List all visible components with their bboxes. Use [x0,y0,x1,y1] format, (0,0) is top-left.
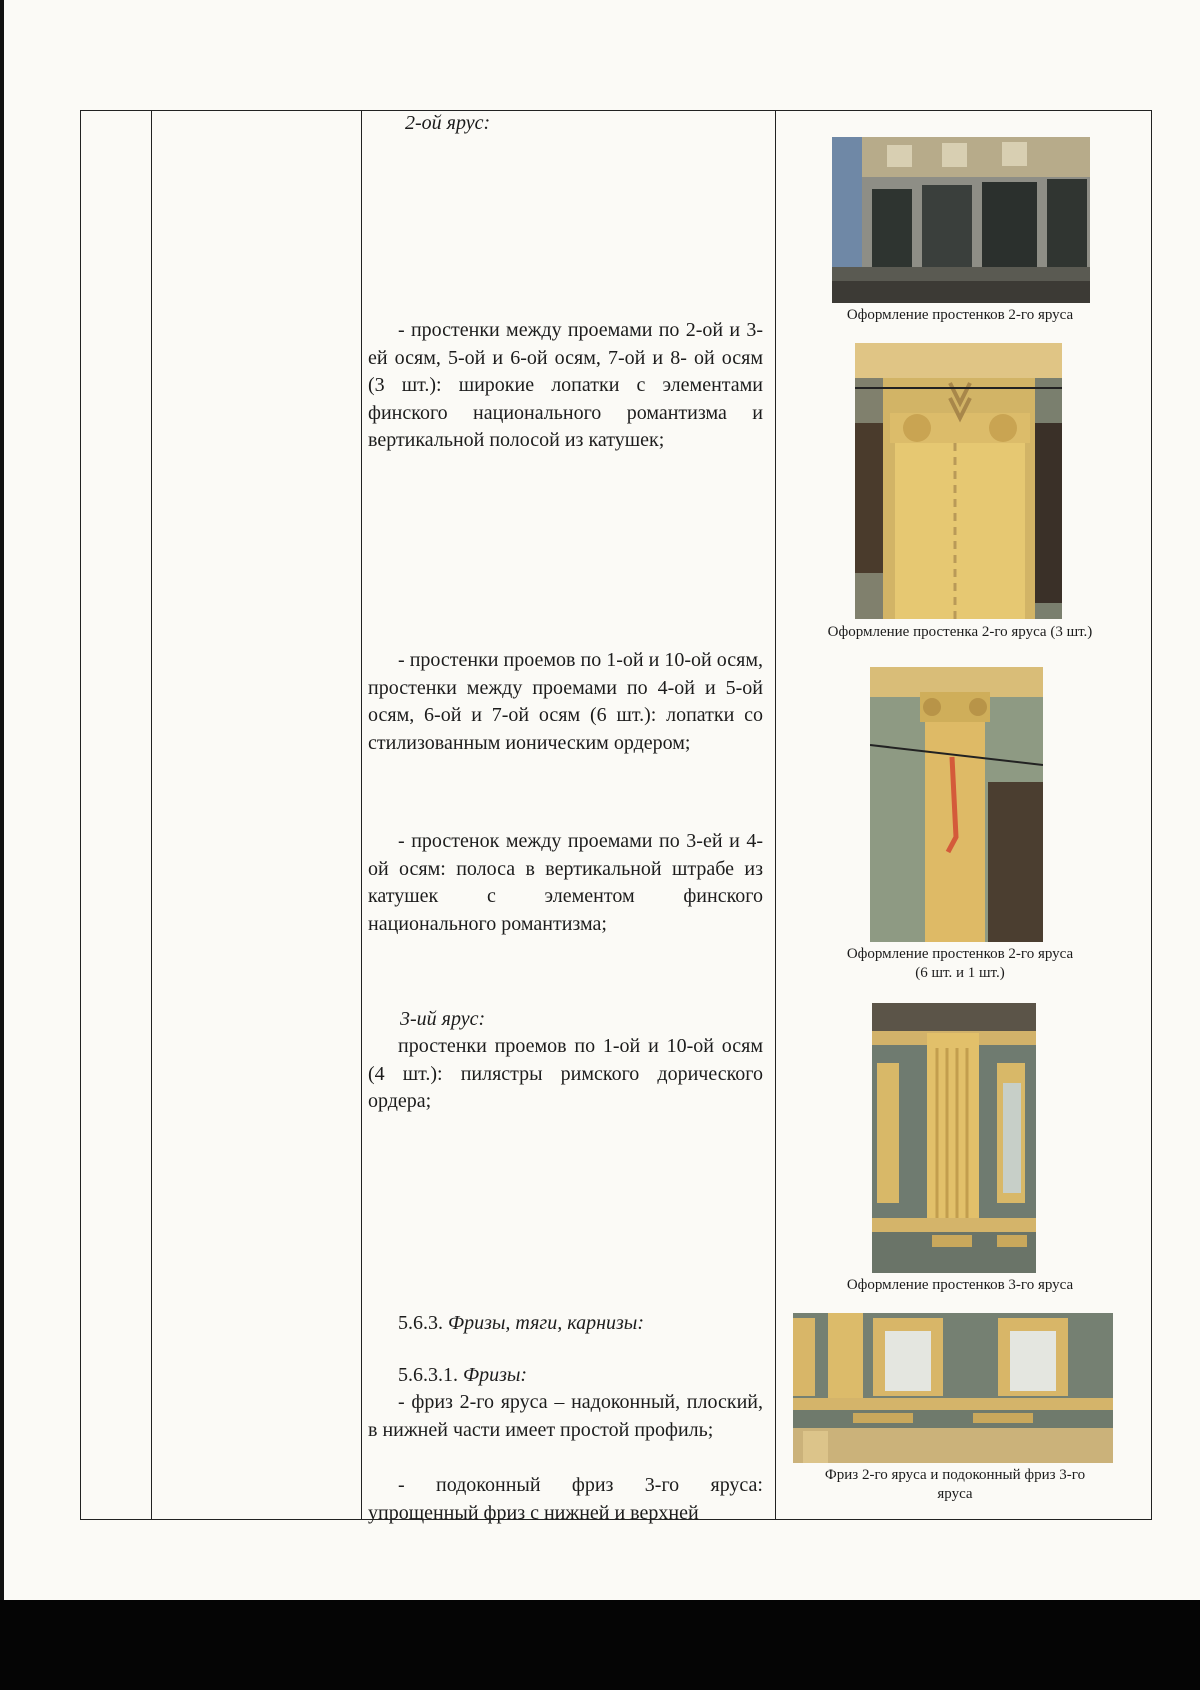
section-5-6-3-title: Фризы, тяги, карнизы: [448,1312,645,1334]
photo-5-caption-line-2: яруса [937,1486,973,1502]
photo-5-caption [790,1466,1120,1504]
photo-3-caption [800,945,1120,983]
frieze-paragraph-2: - подоконный фриз 3-го яруса: упрощенный фриз с нижней и верхней [368,1474,763,1524]
photo-tier2-facade [832,137,1090,303]
photo-frieze [793,1313,1113,1463]
scan-bottom-bar [0,1600,1200,1690]
tier2-heading: 2-ой ярус: [405,112,491,134]
section-5-6-3-1-number: 5.6.3.1. [398,1364,458,1386]
column-divider-3 [775,111,776,1519]
section-5-6-3-1-title: Фризы: [463,1364,528,1386]
photo-2-caption: Оформление простенка 2-го яруса (3 шт.) [827,624,1093,640]
photo-1-caption: Оформление простенков 2-го яруса [846,307,1074,323]
photo-5-caption-line-1: Фриз 2-го яруса и подоконный фриз 3-го [824,1467,1086,1483]
section-5-6-3-1-heading [398,1362,758,1390]
section-5-6-3-number: 5.6.3. [398,1312,443,1334]
column-divider-2 [361,111,362,1519]
scan-left-edge [0,0,4,1600]
tier2-paragraph-1: - простенки между проемами по 2-ой и 3-ей осям, 5-ой и 6-ой осям, 7-ой и 8- ой осям (3 шт.): широкие лопатки с элементами финского национального романтизма и вертикальной полосой из катушек; [368,319,763,451]
photo-3-caption-line-1: Оформление простенков 2-го яруса [846,946,1074,962]
photo-wide-pilaster [855,343,1062,619]
photo-3-caption-line-2: (6 шт. и 1 шт.) [915,965,1005,981]
frieze-paragraph-1: - фриз 2-го яруса – надоконный, плоский, в нижней части имеет простой профиль; [368,1391,763,1441]
photo-doric-pilaster [872,1003,1036,1273]
section-5-6-3-heading [398,1310,758,1338]
tier3-paragraph-1: простенки проемов по 1-ой и 10-ой осям (4 шт.): пилястры римского дорического ордера; [368,1035,763,1112]
tier2-paragraph-3: - простенок между проемами по 3-ей и 4-ой осям: полоса в вертикальной штрабе из катушек с элементом финского национального романтизма; [368,830,763,935]
photo-4-caption: Оформление простенков 3-го яруса [846,1277,1074,1293]
column-divider-1 [151,111,152,1519]
tier3-heading: 3-ий ярус: [400,1008,486,1030]
photo-ionic-pilaster [870,667,1043,942]
tier2-paragraph-2: - простенки проемов по 1-ой и 10-ой осям, простенки между проемами по 4-ой и 5-ой осям, 6-ой и 7-ой осям (6 шт.): лопатки со стилизованным ионическим ордером; [368,649,763,754]
